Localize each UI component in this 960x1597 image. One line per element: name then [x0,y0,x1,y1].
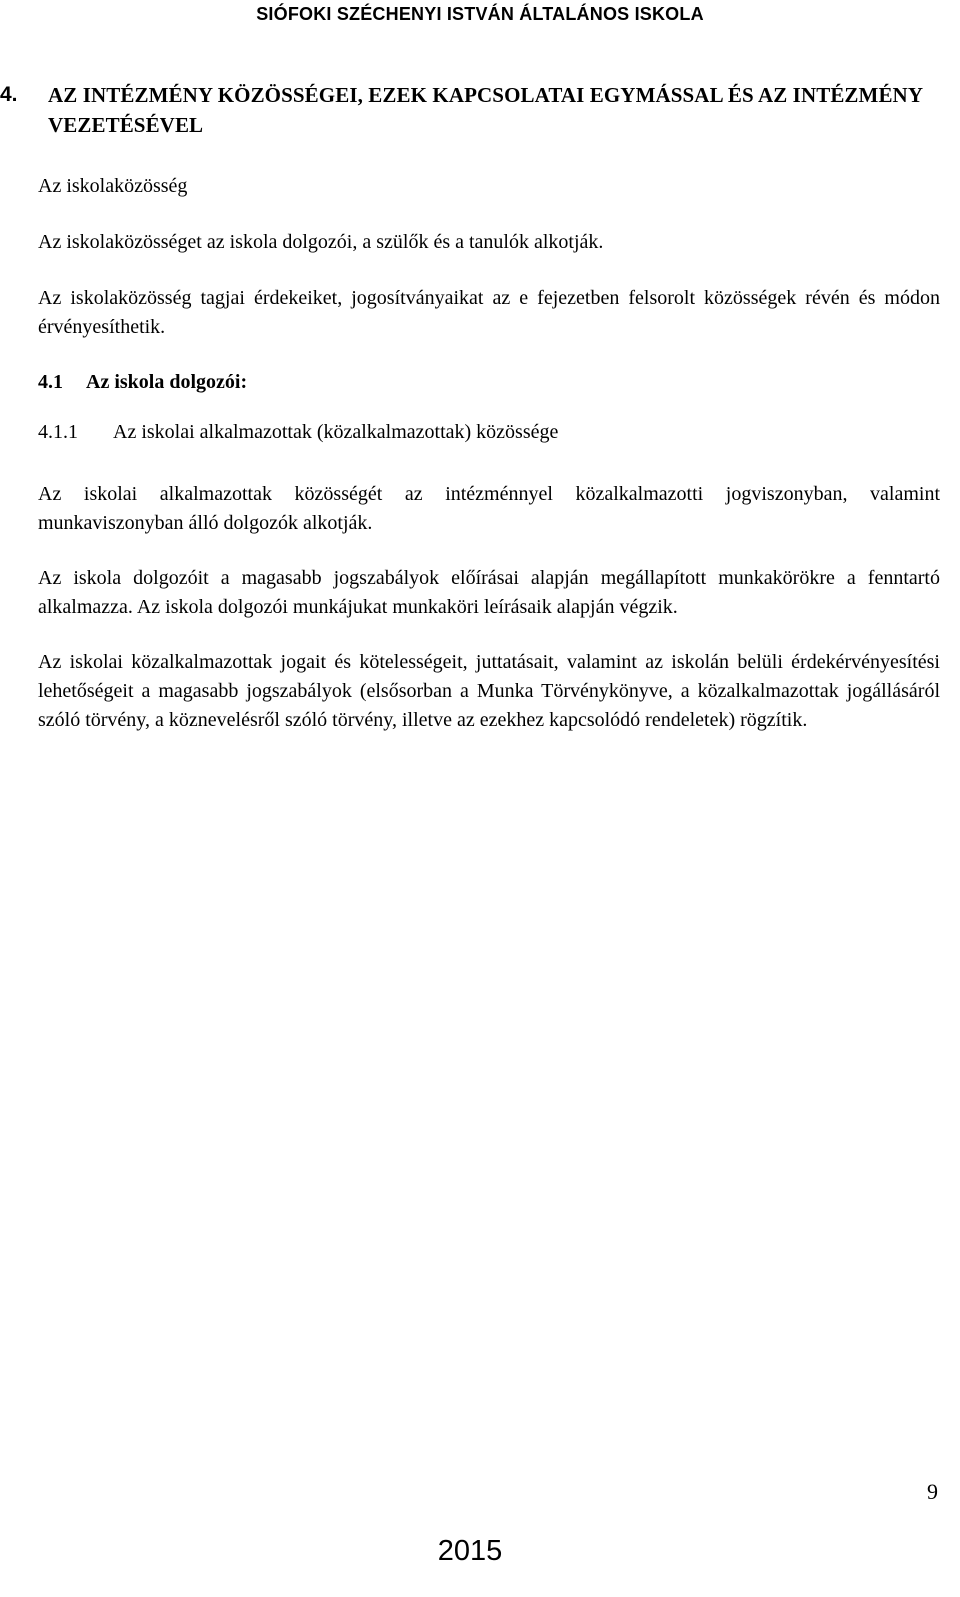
subsection-heading [38,368,247,397]
section-heading [0,80,940,140]
paragraph-staff-employment: Az iskola dolgozóit a magasabb jogszabályok előírásai alapján megállapított munkakörökre a fenntartó alkalmazza. Az iskola dolgozói munkájukat munkaköri leírásaik alapján végzik. [38,567,940,618]
subsubsection-title: Az iskolai alkalmazottak (közalkalmazottak) közössége [113,421,559,443]
paragraph-community-members: Az iskolaközösséget az iskola dolgozói, a szülők és a tanulók alkotják. [38,231,604,253]
section-title: AZ INTÉZMÉNY KÖZÖSSÉGEI, EZEK KAPCSOLATAI EGYMÁSSAL ÉS AZ INTÉZMÉNY VEZETÉSÉVEL [48,83,923,137]
paragraph-community-rights: Az iskolaközösség tagjai érdekeiket, jogosítványaikat az e fejezetben felsorolt közösségek révén és módon érvényesíthetik. [38,287,940,338]
page-number: 9 [927,1479,938,1504]
paragraph-staff-rights: Az iskolai közalkalmazottak jogait és kötelességeit, juttatásait, valamint az iskolán belüli érdekérvényesítési lehetőségeit a magasabb jogszabályok (elsősorban a Munka Törvénykönyve, a közalkalmazottak jogállásáról szóló törvény, a köznevelésről szóló törvény, illetve az ezekhez kapcsolódó rendeletek) rögzítik. [38,651,940,731]
paragraph-community-label: Az iskolaközösség [38,175,188,197]
subsubsection-number: 4.1.1 [38,421,78,443]
paragraph-staff-community: Az iskolai alkalmazottak közösségét az intézménnyel közalkalmazotti jogviszonyban, valamint munkaviszonyban álló dolgozók alkotják. [38,483,940,534]
footer-year: 2015 [437,1535,503,1567]
subsubsection-heading [38,418,558,447]
section-number: 4. [0,83,18,106]
subsection-title: Az iskola dolgozói: [86,371,248,393]
subsection-number: 4.1 [38,371,63,393]
page-header: SIÓFOKI SZÉCHENYI ISTVÁN ÁLTALÁNOS ISKOLA [256,4,704,24]
